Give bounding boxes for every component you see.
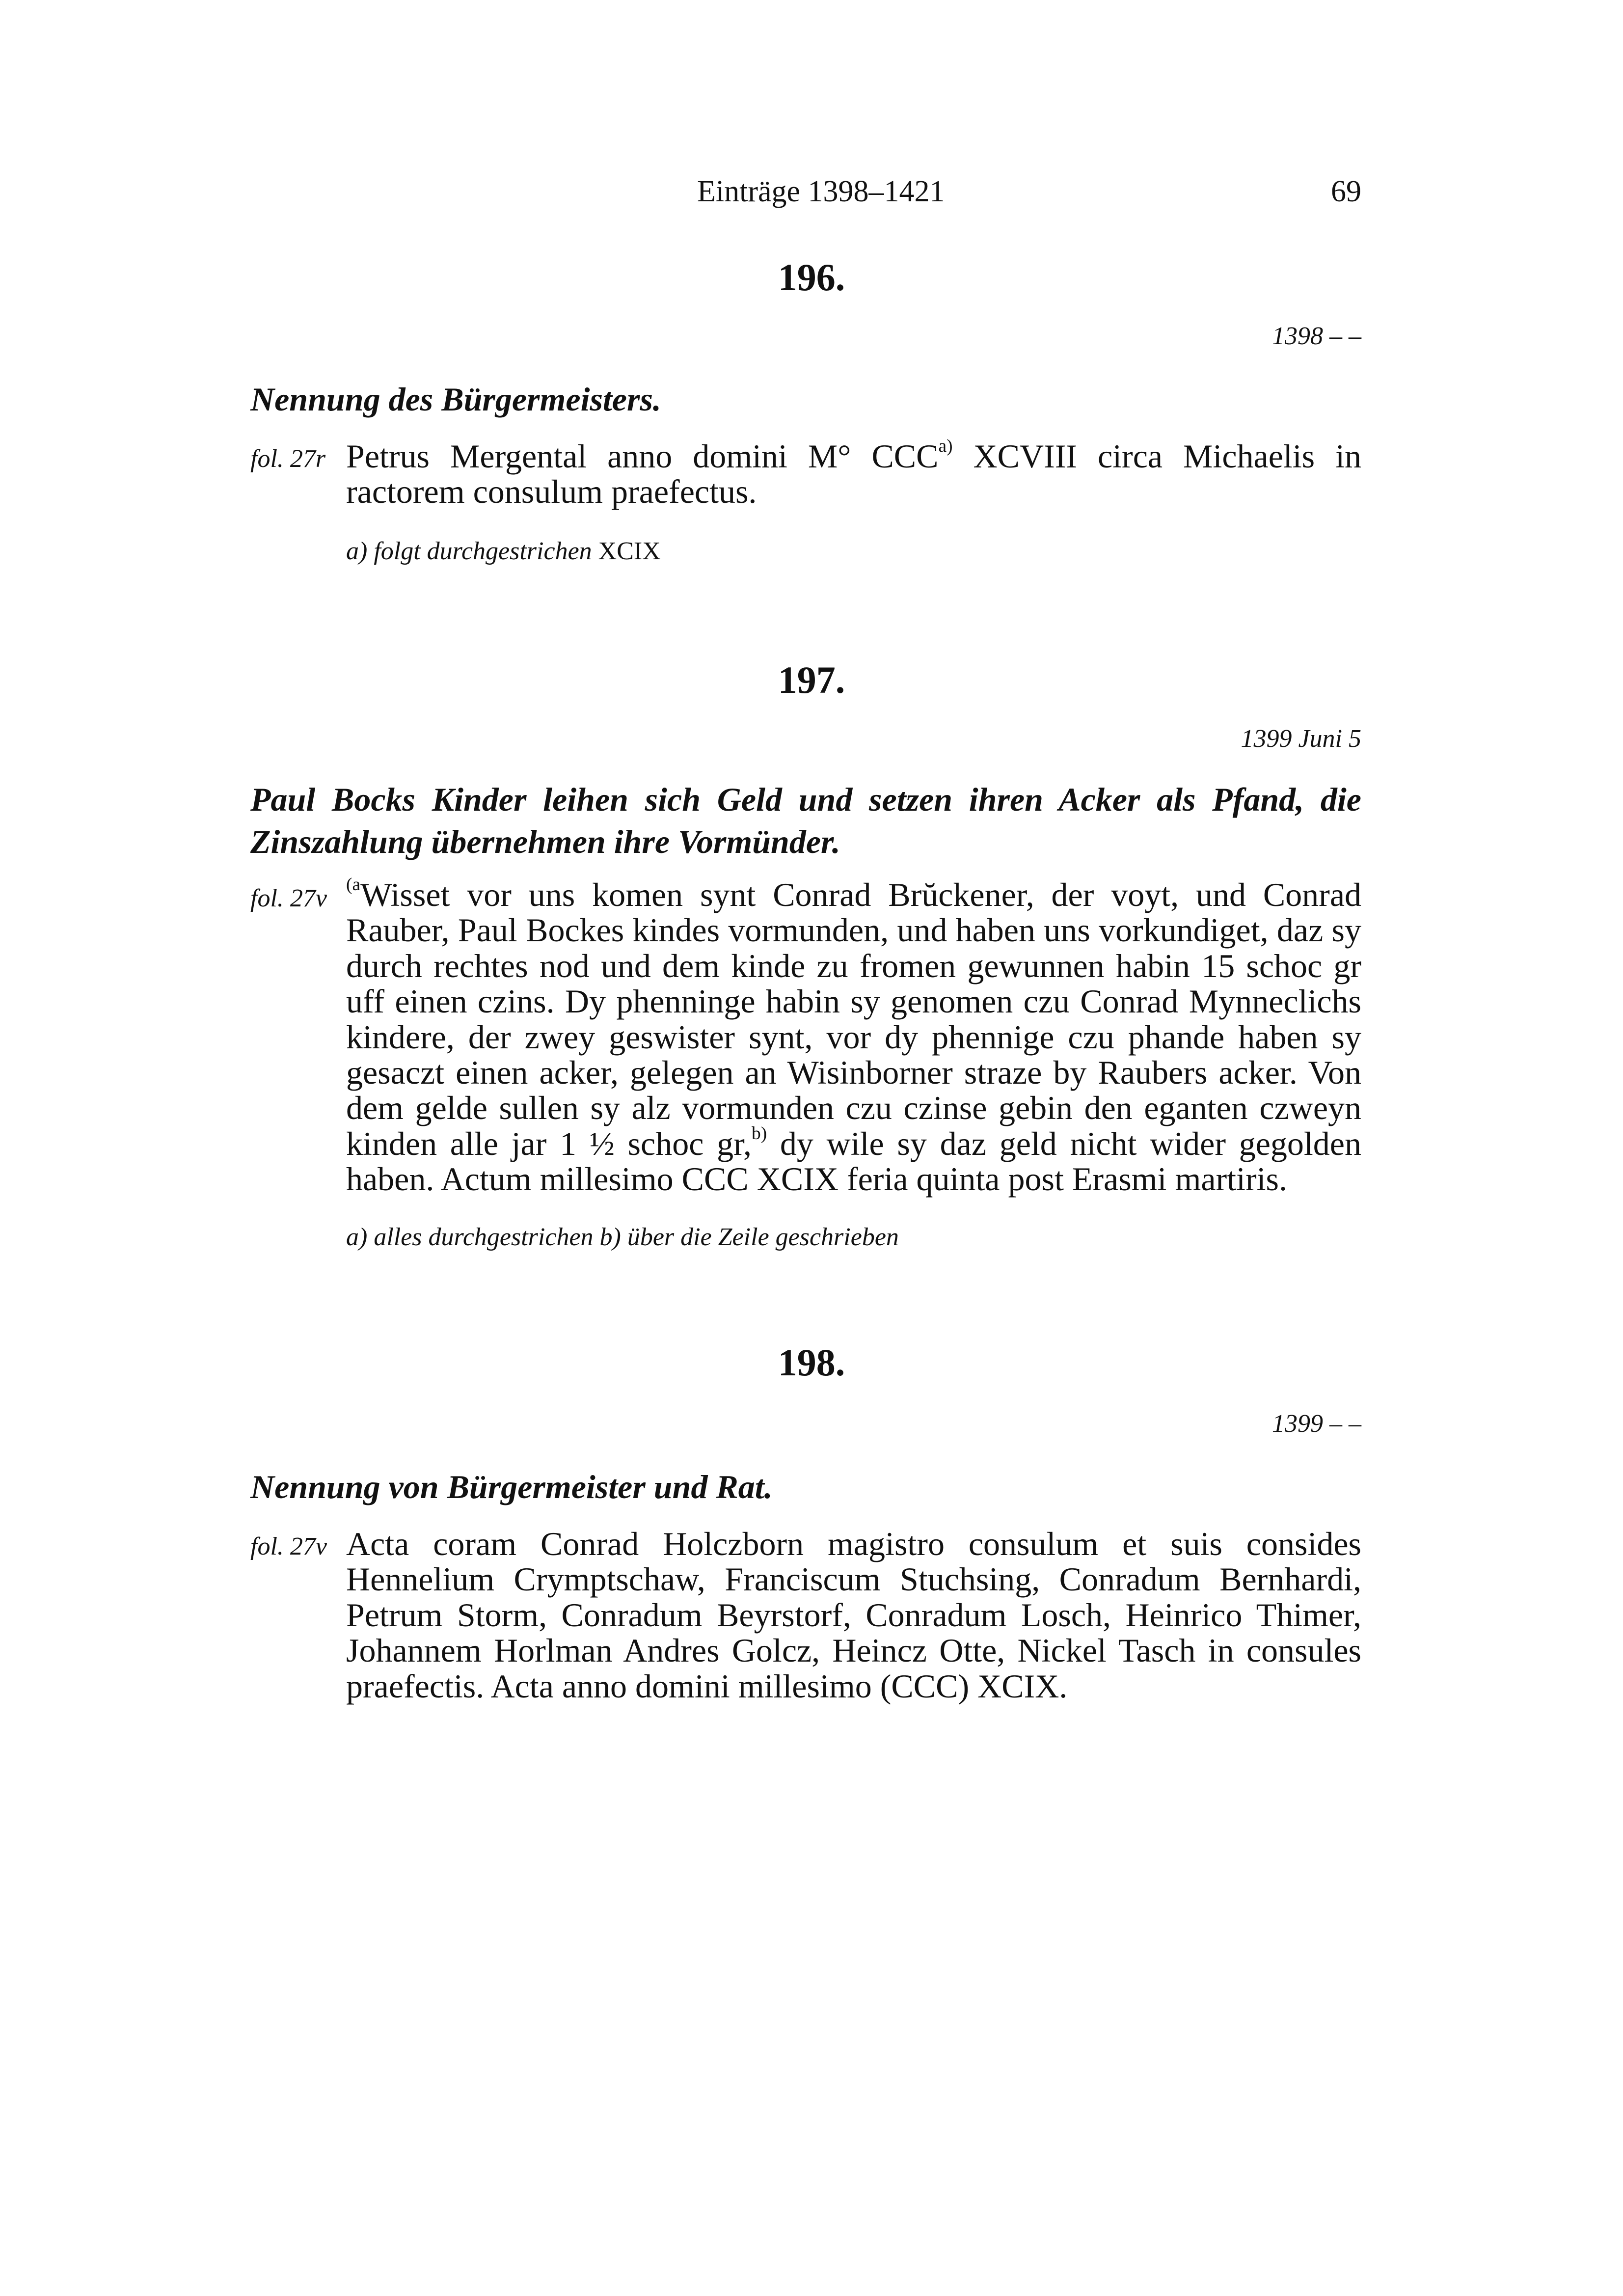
entry-heading: Paul Bocks Kinder leihen sich Geld und setzen ihren Acker als Pfand, die Zinszahlung übernehmen ihre Vormünder. (250, 781, 1361, 860)
footnote-marker: b) (752, 1123, 767, 1144)
entry-text (346, 877, 1361, 1197)
text-part: XCVIII circa Michaelis in ractorem consulum praefectus. (346, 437, 1361, 511)
footnote-marker: a) (938, 436, 953, 457)
footnote-marker: (a (346, 875, 361, 895)
folio-reference: fol. 27v (250, 884, 327, 912)
running-head (0, 174, 1361, 219)
footnote-text: XCIX (592, 537, 661, 565)
entry-date: 1399 Juni 5 (1241, 725, 1361, 753)
entry-number: 196. (778, 256, 845, 299)
entry-number: 197. (778, 658, 845, 701)
footnote-label: a) folgt durchgestrichen (346, 537, 592, 565)
entry-date: 1399 – – (1272, 1410, 1361, 1438)
text-part: Wisset vor uns komen synt Conrad Brŭckener, der voyt, und Conrad Rauber, Paul Bockes kindes vormunden, und haben uns vorkundiget, daz sy durch rechtes nod und dem kinde zu fromen gewunnen habin 15 schoc gr uff einen czins. Dy phenninge habin sy genomen czu Conrad Mynneclichs kindere, der zwey geswister synt, vor dy phennige czu phande haben sy gesaczt einen acker, gelegen an Wisinborner straze by Raubers acker. Von dem gelde sullen sy alz vormunden czu czinse gebin den eganten czweyn kinden alle jar 1 ½ schoc gr, (346, 876, 1361, 1162)
page-number: 69 (1331, 175, 1361, 208)
running-head-title: Einträge 1398–1421 (697, 175, 945, 208)
entry-date: 1398 – – (1272, 322, 1361, 350)
text-part: dy wile sy daz geld nicht wider gegolden haben. Actum millesimo CCC XCIX feria quinta post Erasmi martiris. (346, 1124, 1361, 1198)
entry-heading: Nennung von Bürgermeister und Rat. (250, 1468, 773, 1505)
text-part: Petrus Mergental anno domini M° CCC (346, 437, 939, 475)
entry-text (346, 438, 1361, 510)
folio-reference: fol. 27v (250, 1532, 327, 1560)
entry-number: 198. (778, 1341, 845, 1384)
entry-heading: Nennung des Bürgermeisters. (250, 381, 661, 418)
entry-text: Acta coram Conrad Holczborn magistro consulum et suis consides Hennelium Crymptschaw, Franciscum Stuchsing, Conradum Bernhardi, Petrum Storm, Conradum Beyrstorf, Conradum Losch, Heinrico Thimer, Johannem Horlman Andres Golcz, Heincz Otte, Nickel Tasch in consules praefectis. Acta anno domini millesimo (CCC) XCIX. (346, 1525, 1361, 1705)
footnote (346, 537, 661, 566)
footnote (346, 1223, 899, 1252)
folio-reference: fol. 27r (250, 445, 326, 473)
footnote-text: a) alles durchgestrichen b) über die Zeile geschrieben (346, 1223, 899, 1251)
